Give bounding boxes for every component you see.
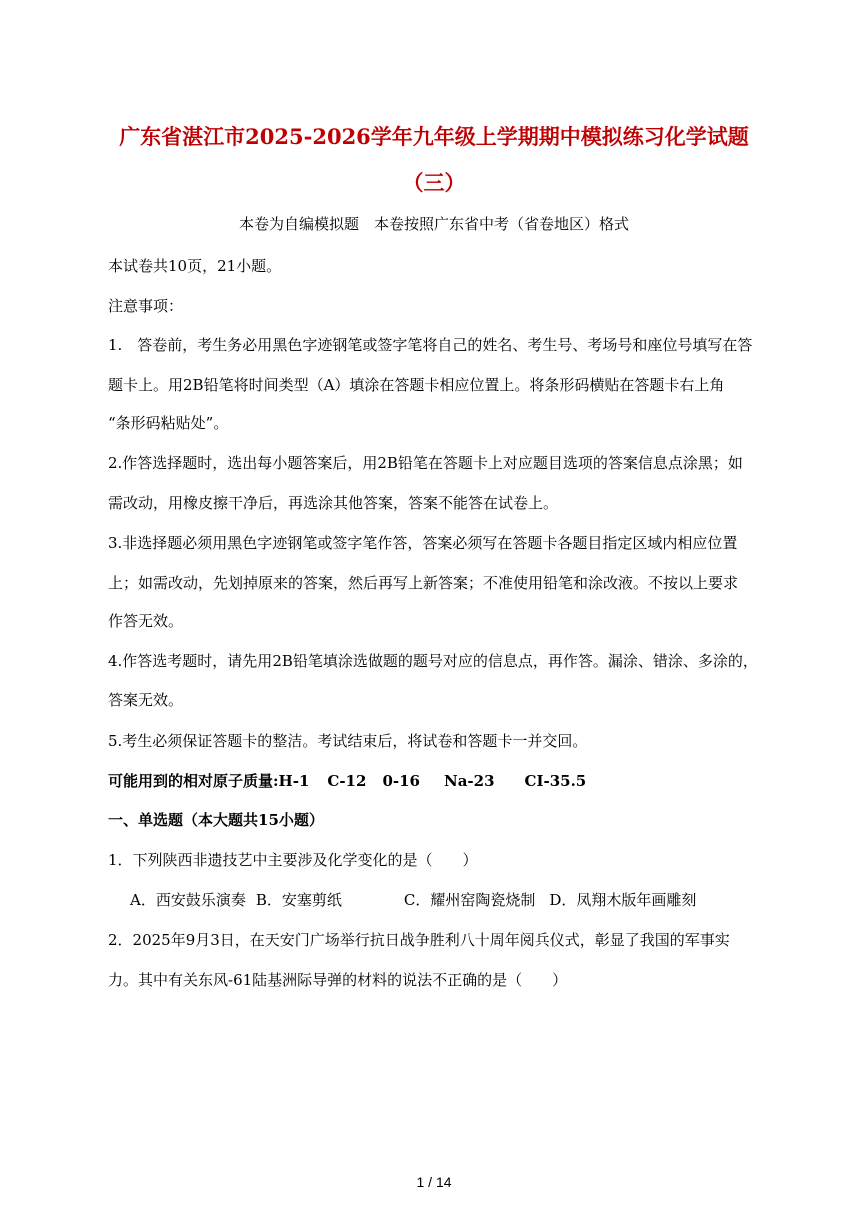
question-1-option-b: B．安塞剪纸 bbox=[255, 891, 342, 909]
question-1-stem: 1．下列陕西非遗技艺中主要涉及化学变化的是（ ） bbox=[108, 851, 478, 869]
notice-heading: 注意事项： bbox=[108, 297, 184, 315]
section-heading-single-choice: 一、单选题（本大题共15小题） bbox=[108, 811, 324, 829]
notice-item-1-line-3: “条形码粘贴处”。 bbox=[108, 414, 229, 432]
subtitle: 本卷为自编模拟题 本卷按照广东省中考（省卷地区）格式 bbox=[238, 215, 629, 233]
atomic-mass-o: 0-16 bbox=[382, 772, 420, 790]
notice-item-4-line-1: 4.作答选考题时，请先用2B铅笔填涂选做题的题号对应的信息点，再作答。漏涂、错涂、多涂的， bbox=[108, 652, 758, 670]
page-separator: / bbox=[428, 1174, 433, 1190]
notice-item-4-line-2: 答案无效。 bbox=[108, 691, 184, 709]
question-2-stem-line-2: 力。其中有关东风-61陆基洲际导弹的材料的说法不正确的是（ ） bbox=[108, 971, 568, 989]
atomic-mass-label: 可能用到的相对原子质量: bbox=[108, 772, 279, 790]
notice-item-1-line-2: 题卡上。用2B铅笔将时间类型（A）填涂在答题卡相应位置上。将条形码横贴在答题卡右上角 bbox=[108, 376, 725, 394]
exam-info: 本试卷共10页，21小题。 bbox=[108, 257, 282, 275]
atomic-mass-row bbox=[108, 771, 586, 791]
atomic-mass-c: C-12 bbox=[327, 772, 367, 790]
current-page-number: 1 bbox=[416, 1174, 425, 1190]
notice-item-2-line-1: 2.作答选择题时，选出每小题答案后，用2B铅笔在答题卡上对应题目选项的答案信息点涂黑；如 bbox=[108, 454, 743, 472]
atomic-mass-na: Na-23 bbox=[443, 772, 495, 790]
question-1-option-a: A．西安鼓乐演奏 bbox=[130, 891, 246, 909]
notice-item-3-line-2: 上；如需改动，先划掉原来的答案，然后再写上新答案；不准使用铅笔和涂改液。不按以上要求 bbox=[108, 574, 739, 592]
notice-item-1-line-1: 1. 答卷前，考生务必用黑色字迹钢笔或签字笔将自己的姓名、考生号、考场号和座位号填写在答 bbox=[108, 336, 753, 354]
atomic-mass-cl: CI-35.5 bbox=[524, 772, 587, 790]
question-2-stem-line-1: 2．2025年9月3日，在天安门广场举行抗日战争胜利八十周年阅兵仪式，彰显了我国的军事实 bbox=[108, 931, 730, 949]
notice-item-2-line-2: 需改动，用橡皮擦干净后，再选涂其他答案，答案不能答在试卷上。 bbox=[108, 494, 559, 512]
notice-item-5: 5.考生必须保证答题卡的整洁。考试结束后，将试卷和答题卡一并交回。 bbox=[108, 732, 588, 750]
question-1-option-c: C．耀州窑陶瓷烧制 bbox=[403, 891, 536, 909]
document-title-line2: （三） bbox=[402, 170, 466, 195]
notice-item-3-line-1: 3.非选择题必须用黑色字迹钢笔或签字笔作答，答案必须写在答题卡各题目指定区域内相应位置 bbox=[108, 534, 738, 552]
total-pages: 14 bbox=[435, 1174, 452, 1190]
notice-item-3-line-3: 作答无效。 bbox=[108, 612, 184, 630]
document-title-line1: 广东省湛江市2025-2026学年九年级上学期期中模拟练习化学试题 bbox=[119, 124, 749, 149]
page-footer bbox=[0, 1174, 868, 1190]
atomic-mass-h: H-1 bbox=[278, 772, 310, 790]
question-1-option-d: D．凤翔木版年画雕刻 bbox=[549, 891, 697, 909]
question-1-options bbox=[130, 890, 696, 910]
